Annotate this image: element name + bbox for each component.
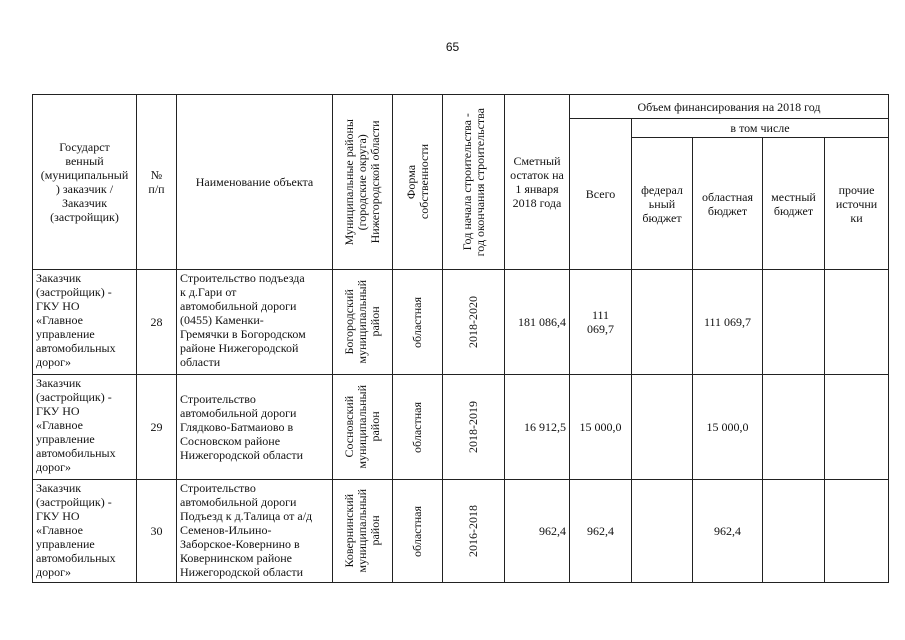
header-customer: Государст венный (муниципальный ) заказчик / Заказчик (застройщик) xyxy=(33,95,137,270)
cell-estimate: 181 086,4 xyxy=(505,270,570,375)
header-object-name: Наименование объекта xyxy=(177,95,333,270)
cell-district: Ковернинский муниципальный район xyxy=(342,489,382,573)
cell-customer: Заказчик (застройщик) - ГКУ НО «Главное управление автомобильных дорог» xyxy=(33,480,137,583)
cell-estimate: 962,4 xyxy=(505,480,570,583)
cell-other xyxy=(825,375,889,480)
cell-federal xyxy=(632,270,693,375)
cell-estimate: 16 912,5 xyxy=(505,375,570,480)
cell-regional: 962,4 xyxy=(693,480,763,583)
cell-customer: Заказчик (застройщик) - ГКУ НО «Главное управление автомобильных дорог» xyxy=(33,375,137,480)
cell-other xyxy=(825,480,889,583)
header-number: № п/п xyxy=(137,95,177,270)
header-years: Год начала строительства - год окончания строительства xyxy=(459,107,487,257)
cell-regional: 111 069,7 xyxy=(693,270,763,375)
cell-total: 962,4 xyxy=(570,480,632,583)
financing-table xyxy=(32,94,889,583)
cell-ownership: областная xyxy=(410,401,424,453)
cell-district: Богородский муниципальный район xyxy=(342,280,382,364)
header-other: прочие источни ки xyxy=(825,138,889,270)
cell-number: 28 xyxy=(137,270,177,375)
cell-number: 29 xyxy=(137,375,177,480)
cell-number: 30 xyxy=(137,480,177,583)
cell-other xyxy=(825,270,889,375)
cell-local xyxy=(763,375,825,480)
cell-years: 2018-2019 xyxy=(466,401,480,453)
header-districts: Муниципальные районы (городские округа) Нижегородской области xyxy=(342,118,382,246)
cell-local xyxy=(763,480,825,583)
header-ownership: Форма собственности xyxy=(403,144,431,220)
cell-local xyxy=(763,270,825,375)
cell-ownership: областная xyxy=(410,296,424,348)
cell-ownership: областная xyxy=(410,505,424,557)
cell-object-name: Строительство автомобильной дороги Подъезд к д.Талица от а/д Семенов-Ильино- Заборское-Ковернино в Ковернинском районе Нижегородской области xyxy=(177,480,333,583)
cell-district: Сосновский муниципальный район xyxy=(342,385,382,469)
cell-federal xyxy=(632,375,693,480)
cell-total: 111 069,7 xyxy=(570,270,632,375)
cell-total: 15 000,0 xyxy=(570,375,632,480)
page-number: 65 xyxy=(445,40,460,54)
cell-years: 2016-2018 xyxy=(466,505,480,557)
table-row xyxy=(33,375,889,480)
table-row xyxy=(33,270,889,375)
cell-object-name: Строительство автомобильной дороги Глядково-Батмаиово в Сосновском районе Нижегородской области xyxy=(177,375,333,480)
table-row xyxy=(33,480,889,583)
cell-years: 2018-2020 xyxy=(466,296,480,348)
cell-federal xyxy=(632,480,693,583)
cell-object-name: Строительство подъезда к д.Гари от автомобильной дороги (0455) Каменки- Гремячки в Богородском районе Нижегородской области xyxy=(177,270,333,375)
header-total: Всего xyxy=(570,119,632,270)
header-financing: Объем финансирования на 2018 год xyxy=(570,95,889,119)
header-including: в том числе xyxy=(632,119,889,138)
cell-regional: 15 000,0 xyxy=(693,375,763,480)
cell-customer: Заказчик (застройщик) - ГКУ НО «Главное управление автомобильных дорог» xyxy=(33,270,137,375)
header-estimate: Сметный остаток на 1 января 2018 года xyxy=(505,95,570,270)
header-federal: федерал ьный бюджет xyxy=(632,138,693,270)
header-local: местный бюджет xyxy=(763,138,825,270)
header-regional: областная бюджет xyxy=(693,138,763,270)
